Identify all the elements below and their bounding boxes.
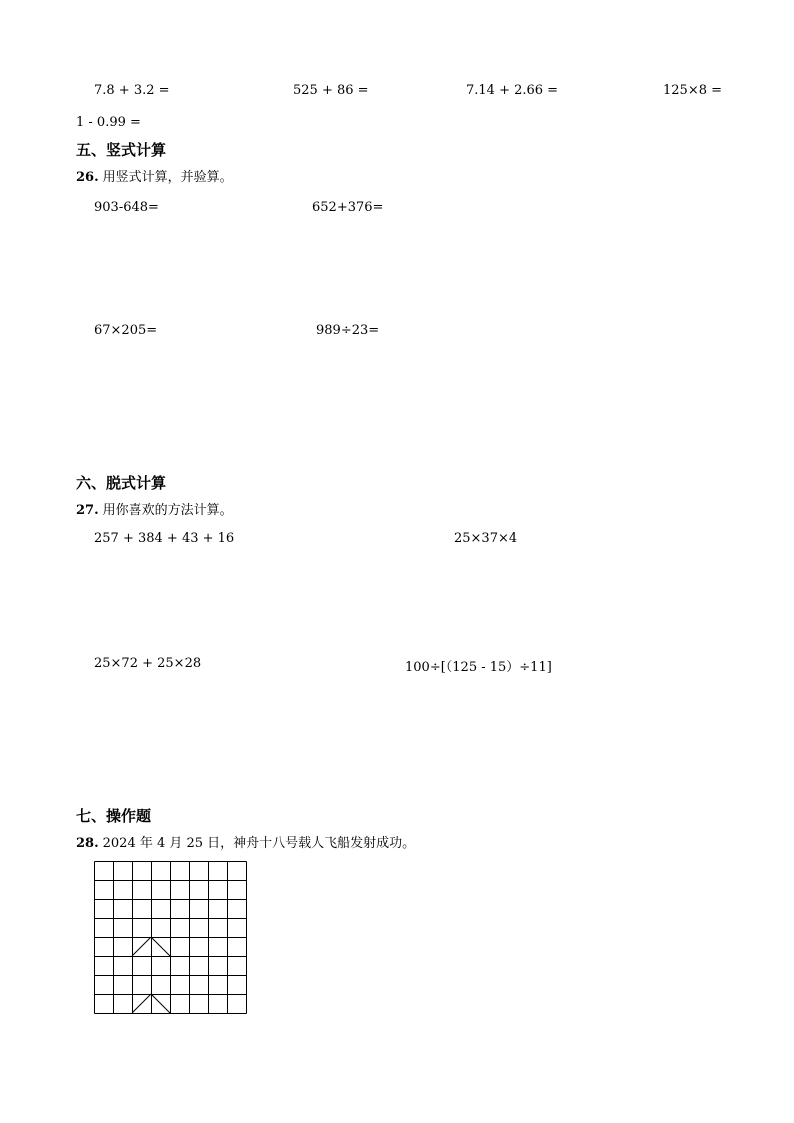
section-title-stepwise-calc: 六、脱式计算 [76,474,167,492]
stepwise-calc-item-4: 100÷[（125 - 15）÷11] [405,660,552,675]
rocket-fin-right-edge [151,994,170,1013]
rocket-nose-left-edge [132,937,151,956]
grid-lines [95,862,247,1014]
question-number: 28. [76,836,99,851]
oral-calc-item-3: 7.14 + 2.66 = [466,83,559,98]
question-number: 27. [76,503,99,518]
question-27 [76,499,233,518]
question-26 [76,166,233,185]
vertical-calc-item-4: 989÷23= [316,323,380,338]
rocket-nose-right-edge [151,937,170,956]
rocket-fin-left-edge [132,994,151,1013]
oral-calc-item-1: 7.8 + 3.2 = [94,83,170,98]
question-text: 用竖式计算，并验算。 [102,170,233,185]
stepwise-calc-item-1: 257 + 384 + 43 + 16 [94,531,235,546]
vertical-calc-item-2: 652+376= [312,200,384,215]
oral-calc-item-2: 525 + 86 = [293,83,369,98]
stepwise-calc-item-3: 25×72 + 25×28 [94,656,202,671]
oral-calc-item-5: 1 - 0.99 = [76,115,141,130]
question-number: 26. [76,170,99,185]
vertical-calc-item-3: 67×205= [94,323,158,338]
stepwise-calc-item-2: 25×37×4 [454,531,518,546]
section-title-vertical-calc: 五、竖式计算 [76,141,167,159]
oral-calc-item-4: 125×8 = [663,83,723,98]
question-text: 2024 年 4 月 25 日，神舟十八号载人飞船发射成功。 [102,836,416,851]
section-title-operation: 七、操作题 [76,807,152,825]
square-grid-with-rocket-figure [94,861,247,1014]
question-28 [76,832,415,851]
question-text: 用你喜欢的方法计算。 [102,503,233,518]
vertical-calc-item-1: 903-648= [94,200,159,215]
